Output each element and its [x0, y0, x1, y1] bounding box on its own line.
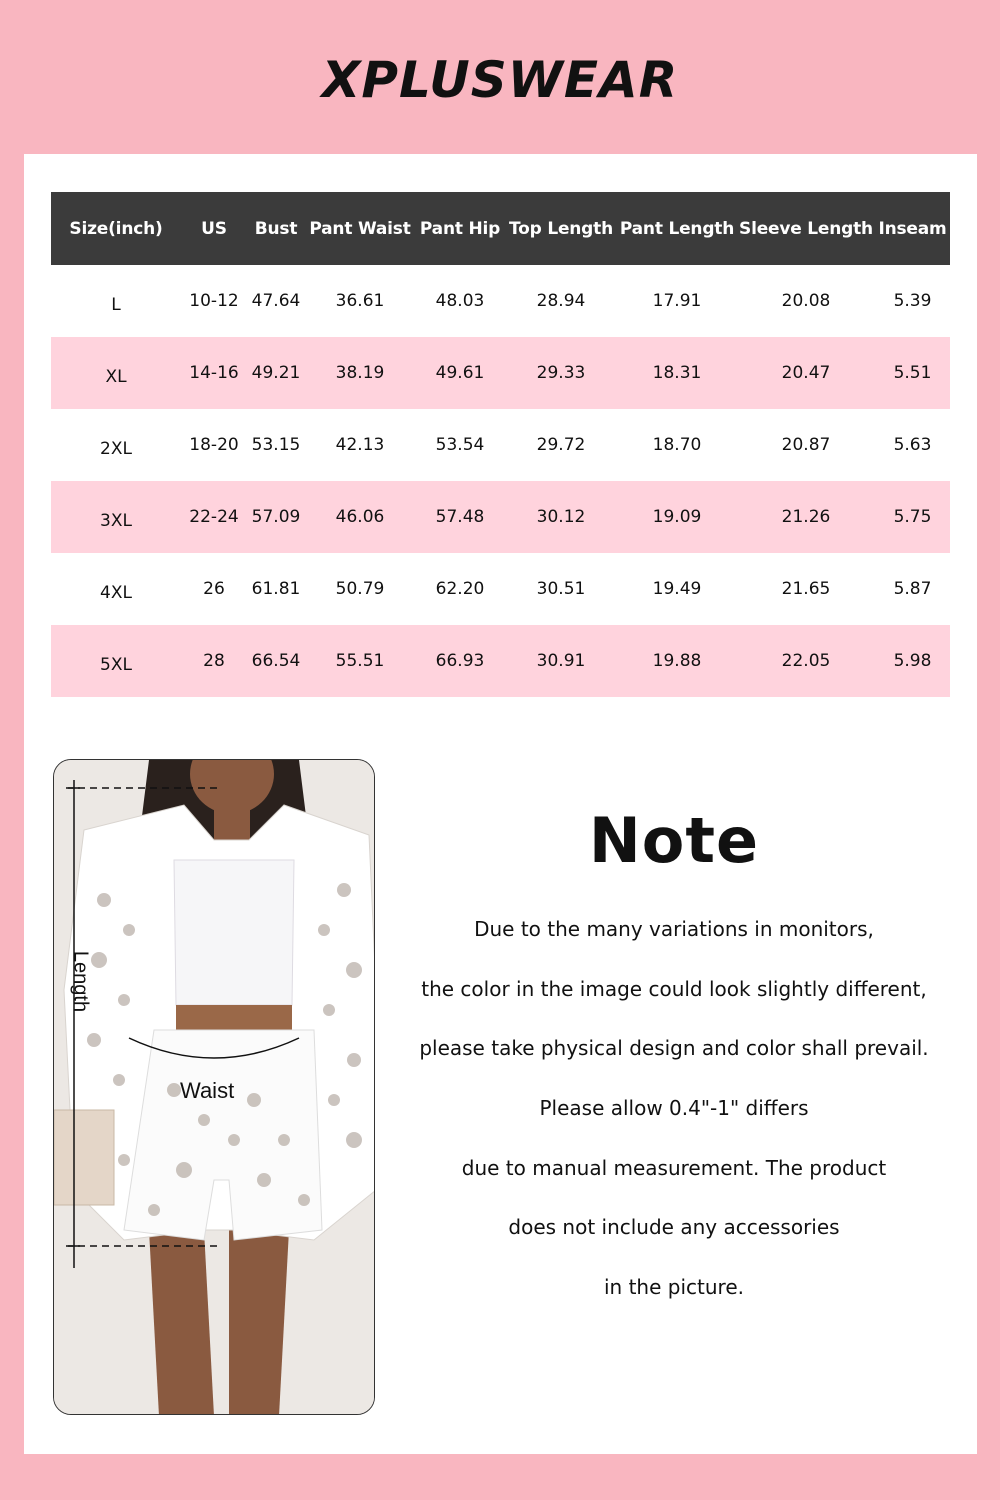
table-cell: 21.65: [781, 579, 831, 599]
table-cell: 66.54: [247, 625, 305, 697]
column-header: Sleeve Length: [737, 192, 875, 265]
table-cell: 55.51: [305, 625, 415, 697]
table-cell: 46.06: [305, 481, 415, 553]
table-cell: 49.61: [415, 337, 505, 409]
table-cell: 19.88: [617, 625, 737, 697]
table-cell: 50.79: [335, 579, 385, 599]
table-cell: L: [111, 295, 121, 315]
column-header: Pant Waist: [305, 192, 415, 265]
table-cell: 62.20: [435, 579, 485, 599]
table-cell: 48.03: [435, 291, 485, 311]
table-cell: 17.91: [652, 291, 702, 311]
table-row: [51, 553, 950, 625]
table-header-row: [51, 192, 950, 265]
table-row: [51, 481, 950, 553]
column-header: Pant Length: [617, 192, 737, 265]
table-cell: 30.51: [536, 579, 586, 599]
table-row: [51, 337, 950, 409]
table-cell: 61.81: [251, 579, 301, 599]
column-header: Bust: [247, 192, 305, 265]
table-cell: 20.08: [781, 291, 831, 311]
column-header: Size(inch): [51, 192, 181, 265]
table-cell: 66.93: [415, 625, 505, 697]
table-cell: 53.15: [251, 435, 301, 455]
table-cell: 18.70: [652, 435, 702, 455]
brand-logo: [0, 48, 1000, 112]
column-header: Top Length: [505, 192, 617, 265]
size-chart-table: [51, 192, 950, 697]
table-row: [51, 265, 950, 337]
note-line: does not include any accessories: [508, 1215, 840, 1240]
table-cell: 49.21: [247, 337, 305, 409]
table-cell: 30.12: [505, 481, 617, 553]
note-line: Please allow 0.4"-1" differs: [539, 1096, 809, 1121]
table-cell: 20.87: [781, 435, 831, 455]
table-cell: 3XL: [51, 481, 181, 553]
table-row: [51, 409, 950, 481]
table-cell: 5.87: [893, 579, 932, 599]
length-label: Length: [69, 950, 92, 1013]
table-cell: 5.39: [893, 291, 932, 311]
table-cell: 5XL: [51, 625, 181, 697]
table-cell: 53.54: [435, 435, 485, 455]
table-cell: 28: [181, 625, 247, 697]
table-cell: 22-24: [181, 481, 247, 553]
table-cell: 38.19: [305, 337, 415, 409]
product-measurement-photo: [53, 759, 375, 1415]
table-cell: 57.09: [247, 481, 305, 553]
table-cell: 47.64: [251, 291, 301, 311]
column-header: Inseam: [875, 192, 950, 265]
table-cell: 5.51: [875, 337, 950, 409]
table-cell: 20.47: [737, 337, 875, 409]
table-cell: 30.91: [505, 625, 617, 697]
table-cell: 18.31: [617, 337, 737, 409]
table-cell: 5.75: [875, 481, 950, 553]
note-text: [384, 914, 964, 1332]
table-cell: 5.98: [875, 625, 950, 697]
table-cell: XL: [51, 337, 181, 409]
table-cell: 19.09: [617, 481, 737, 553]
table-cell: 57.48: [415, 481, 505, 553]
table-cell: 29.33: [505, 337, 617, 409]
note-line: please take physical design and color shall prevail.: [419, 1036, 929, 1061]
table-cell: 19.49: [652, 579, 702, 599]
note-line: the color in the image could look slightly different,: [421, 976, 927, 1001]
column-header: US: [181, 192, 247, 265]
table-cell: 18-20: [189, 435, 239, 455]
table-cell: 36.61: [335, 291, 385, 311]
table-cell: 28.94: [536, 291, 586, 311]
table-cell: 22.05: [737, 625, 875, 697]
content-panel: [24, 154, 977, 1454]
table-cell: 29.72: [536, 435, 586, 455]
table-cell: 21.26: [737, 481, 875, 553]
table-cell: 2XL: [100, 439, 132, 459]
table-cell: 42.13: [335, 435, 385, 455]
table-cell: 5.63: [893, 435, 932, 455]
table-cell: 14-16: [181, 337, 247, 409]
table-row: [51, 625, 950, 697]
waist-label: Waist: [180, 1078, 235, 1103]
table-cell: 26: [203, 579, 225, 599]
note-line: Due to the many variations in monitors,: [474, 917, 874, 941]
table-cell: 10-12: [189, 291, 239, 311]
note-line: due to manual measurement. The product: [461, 1155, 887, 1180]
brand-name: XPLUSWEAR: [321, 51, 679, 109]
table-cell: 4XL: [100, 583, 132, 603]
note-title: Note: [588, 804, 760, 877]
note-line: in the picture.: [604, 1275, 744, 1300]
column-header: Pant Hip: [415, 192, 505, 265]
